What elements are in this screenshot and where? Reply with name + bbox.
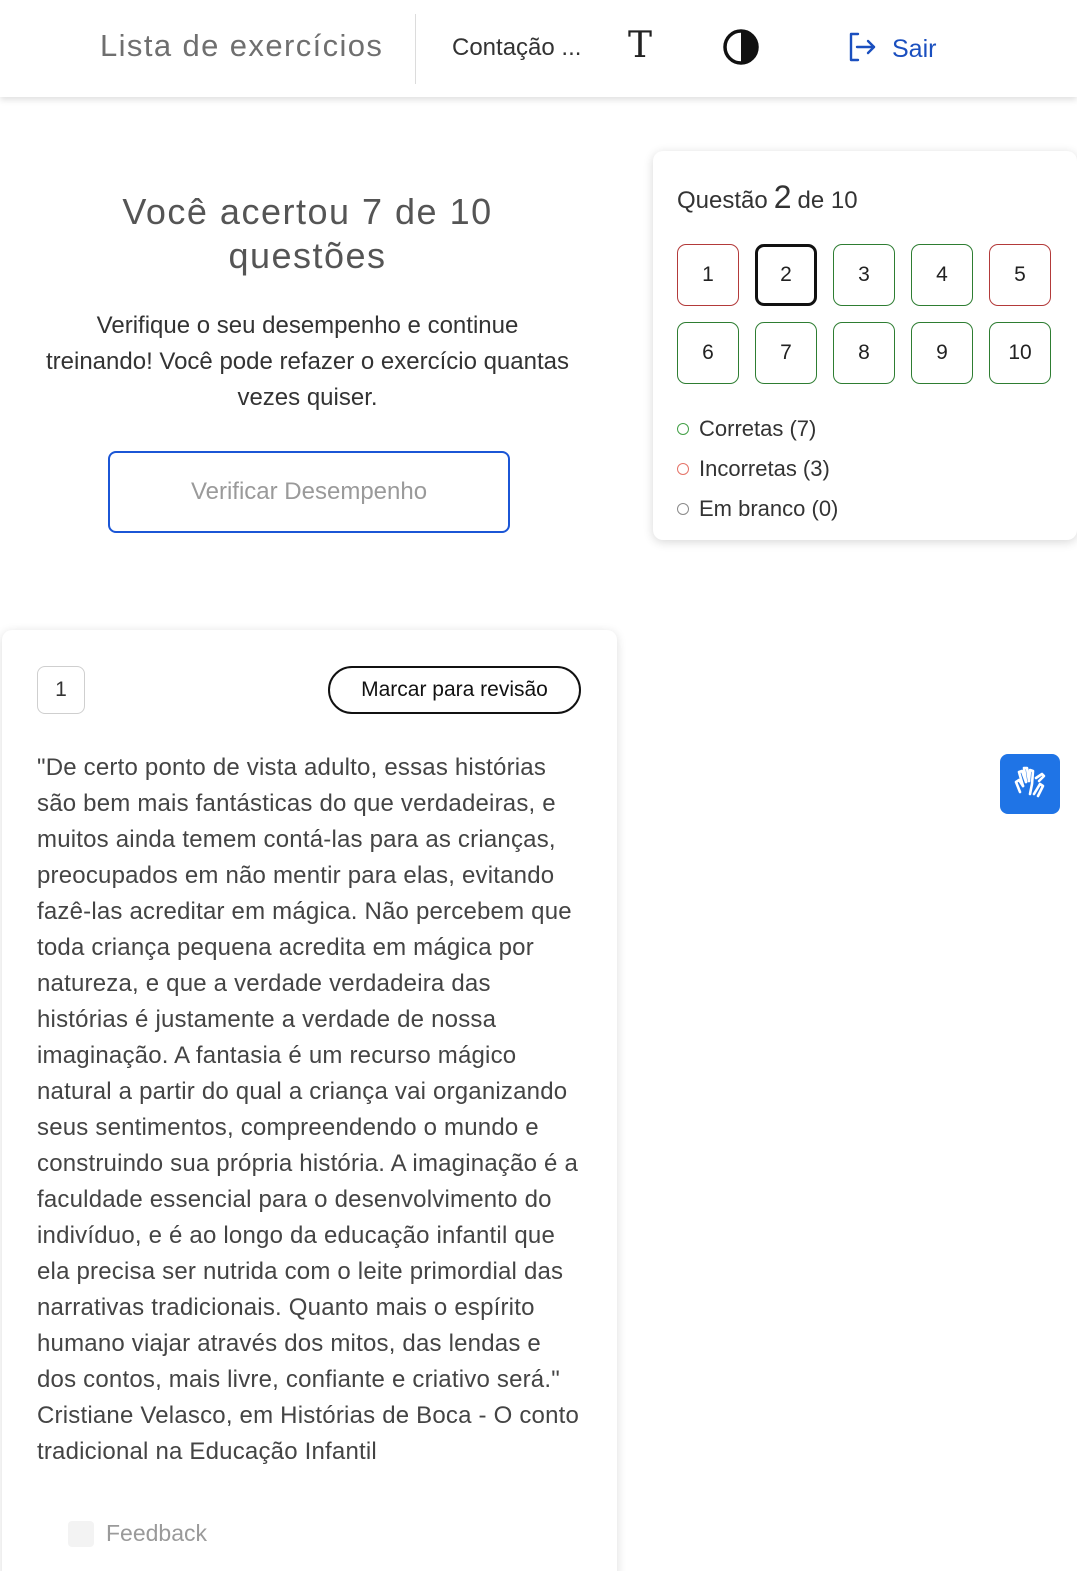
legend-item-correct: [677, 409, 838, 449]
feedback-label: Feedback: [106, 1520, 208, 1546]
question-number-badge: 1: [37, 666, 85, 714]
status-legend: [677, 409, 838, 529]
result-description: Verifique o seu desempenho e continue treinando! Você pode refazer o exercício quantas vezes quiser.: [45, 312, 569, 411]
question-button[interactable]: 10: [989, 322, 1051, 384]
header-divider: [415, 14, 416, 84]
legend-dot: [677, 463, 689, 475]
verify-performance-button[interactable]: Verificar Desempenho: [108, 451, 510, 533]
question-button[interactable]: 9: [911, 322, 973, 384]
question-card: [2, 630, 617, 1571]
result-summary: [40, 190, 575, 416]
result-headline: Você acertou 7 de 10 questões: [122, 191, 493, 276]
sign-language-icon: [1010, 762, 1050, 807]
logout-label: Sair: [892, 34, 937, 63]
course-title[interactable]: Contação ...: [452, 34, 582, 61]
question-counter-current: 2: [773, 179, 792, 215]
question-passage: "De certo ponto de vista adulto, essas histórias são bem mais fantásticas do que verdadeiras, e muitos ainda temem contá-las para as crianças, preocupados em não mentir para elas, evitando fazê-las acreditar em mágica. Não percebem que toda criança pequena acredita em mágica por natureza, e que a verdade verdadeira das histórias é justamente a verdade de nossa imaginação. A fantasia é um recurso mágico natural a partir do qual a criança vai organizando seus sentimentos, compreendendo o mundo e construindo sua própria história. A imaginação é a faculdade essencial para o desenvolvimento do indivíduo, e é ao longo da educação infantil que ela precisa ser nutrida com o leite primordial das narrativas tradicionais. Quanto mais o espírito humano viajar através dos mitos, das lendas e dos contos, mais livre, confiante e criativo será." Cristiane Velasco, em Histórias de Boca - O conto tradicional na Educação Infantil: [37, 754, 580, 1465]
question-counter-prefix: Questão: [677, 187, 768, 214]
legend-item-blank: [677, 489, 838, 529]
question-button[interactable]: 1: [677, 244, 739, 306]
legend-item-incorrect: [677, 449, 838, 489]
legend-label: Incorretas (3): [699, 456, 830, 481]
logout-button[interactable]: [846, 30, 936, 68]
feedback-toggle[interactable]: [68, 1520, 207, 1547]
question-button[interactable]: 2: [755, 244, 817, 306]
text-size-icon[interactable]: T: [627, 25, 652, 66]
page-title: Lista de exercícios: [100, 28, 384, 63]
question-counter-suffix: de 10: [797, 187, 858, 214]
mark-for-review-button[interactable]: Marcar para revisão: [328, 666, 581, 714]
question-button[interactable]: 8: [833, 322, 895, 384]
question-grid: [677, 244, 1051, 384]
question-button[interactable]: 6: [677, 322, 739, 384]
contrast-icon[interactable]: [722, 28, 760, 66]
question-button[interactable]: 5: [989, 244, 1051, 306]
logout-icon: [846, 31, 878, 68]
question-button[interactable]: 4: [911, 244, 973, 306]
feedback-icon: [68, 1521, 94, 1547]
question-button[interactable]: 7: [755, 322, 817, 384]
legend-label: Em branco (0): [699, 496, 839, 521]
top-header: [0, 0, 1077, 97]
question-button[interactable]: 3: [833, 244, 895, 306]
sign-language-button[interactable]: [1000, 754, 1060, 814]
legend-dot: [677, 423, 689, 435]
question-counter: [677, 179, 858, 216]
question-navigator: [653, 151, 1077, 540]
legend-dot: [677, 503, 689, 515]
legend-label: Corretas (7): [699, 416, 817, 441]
